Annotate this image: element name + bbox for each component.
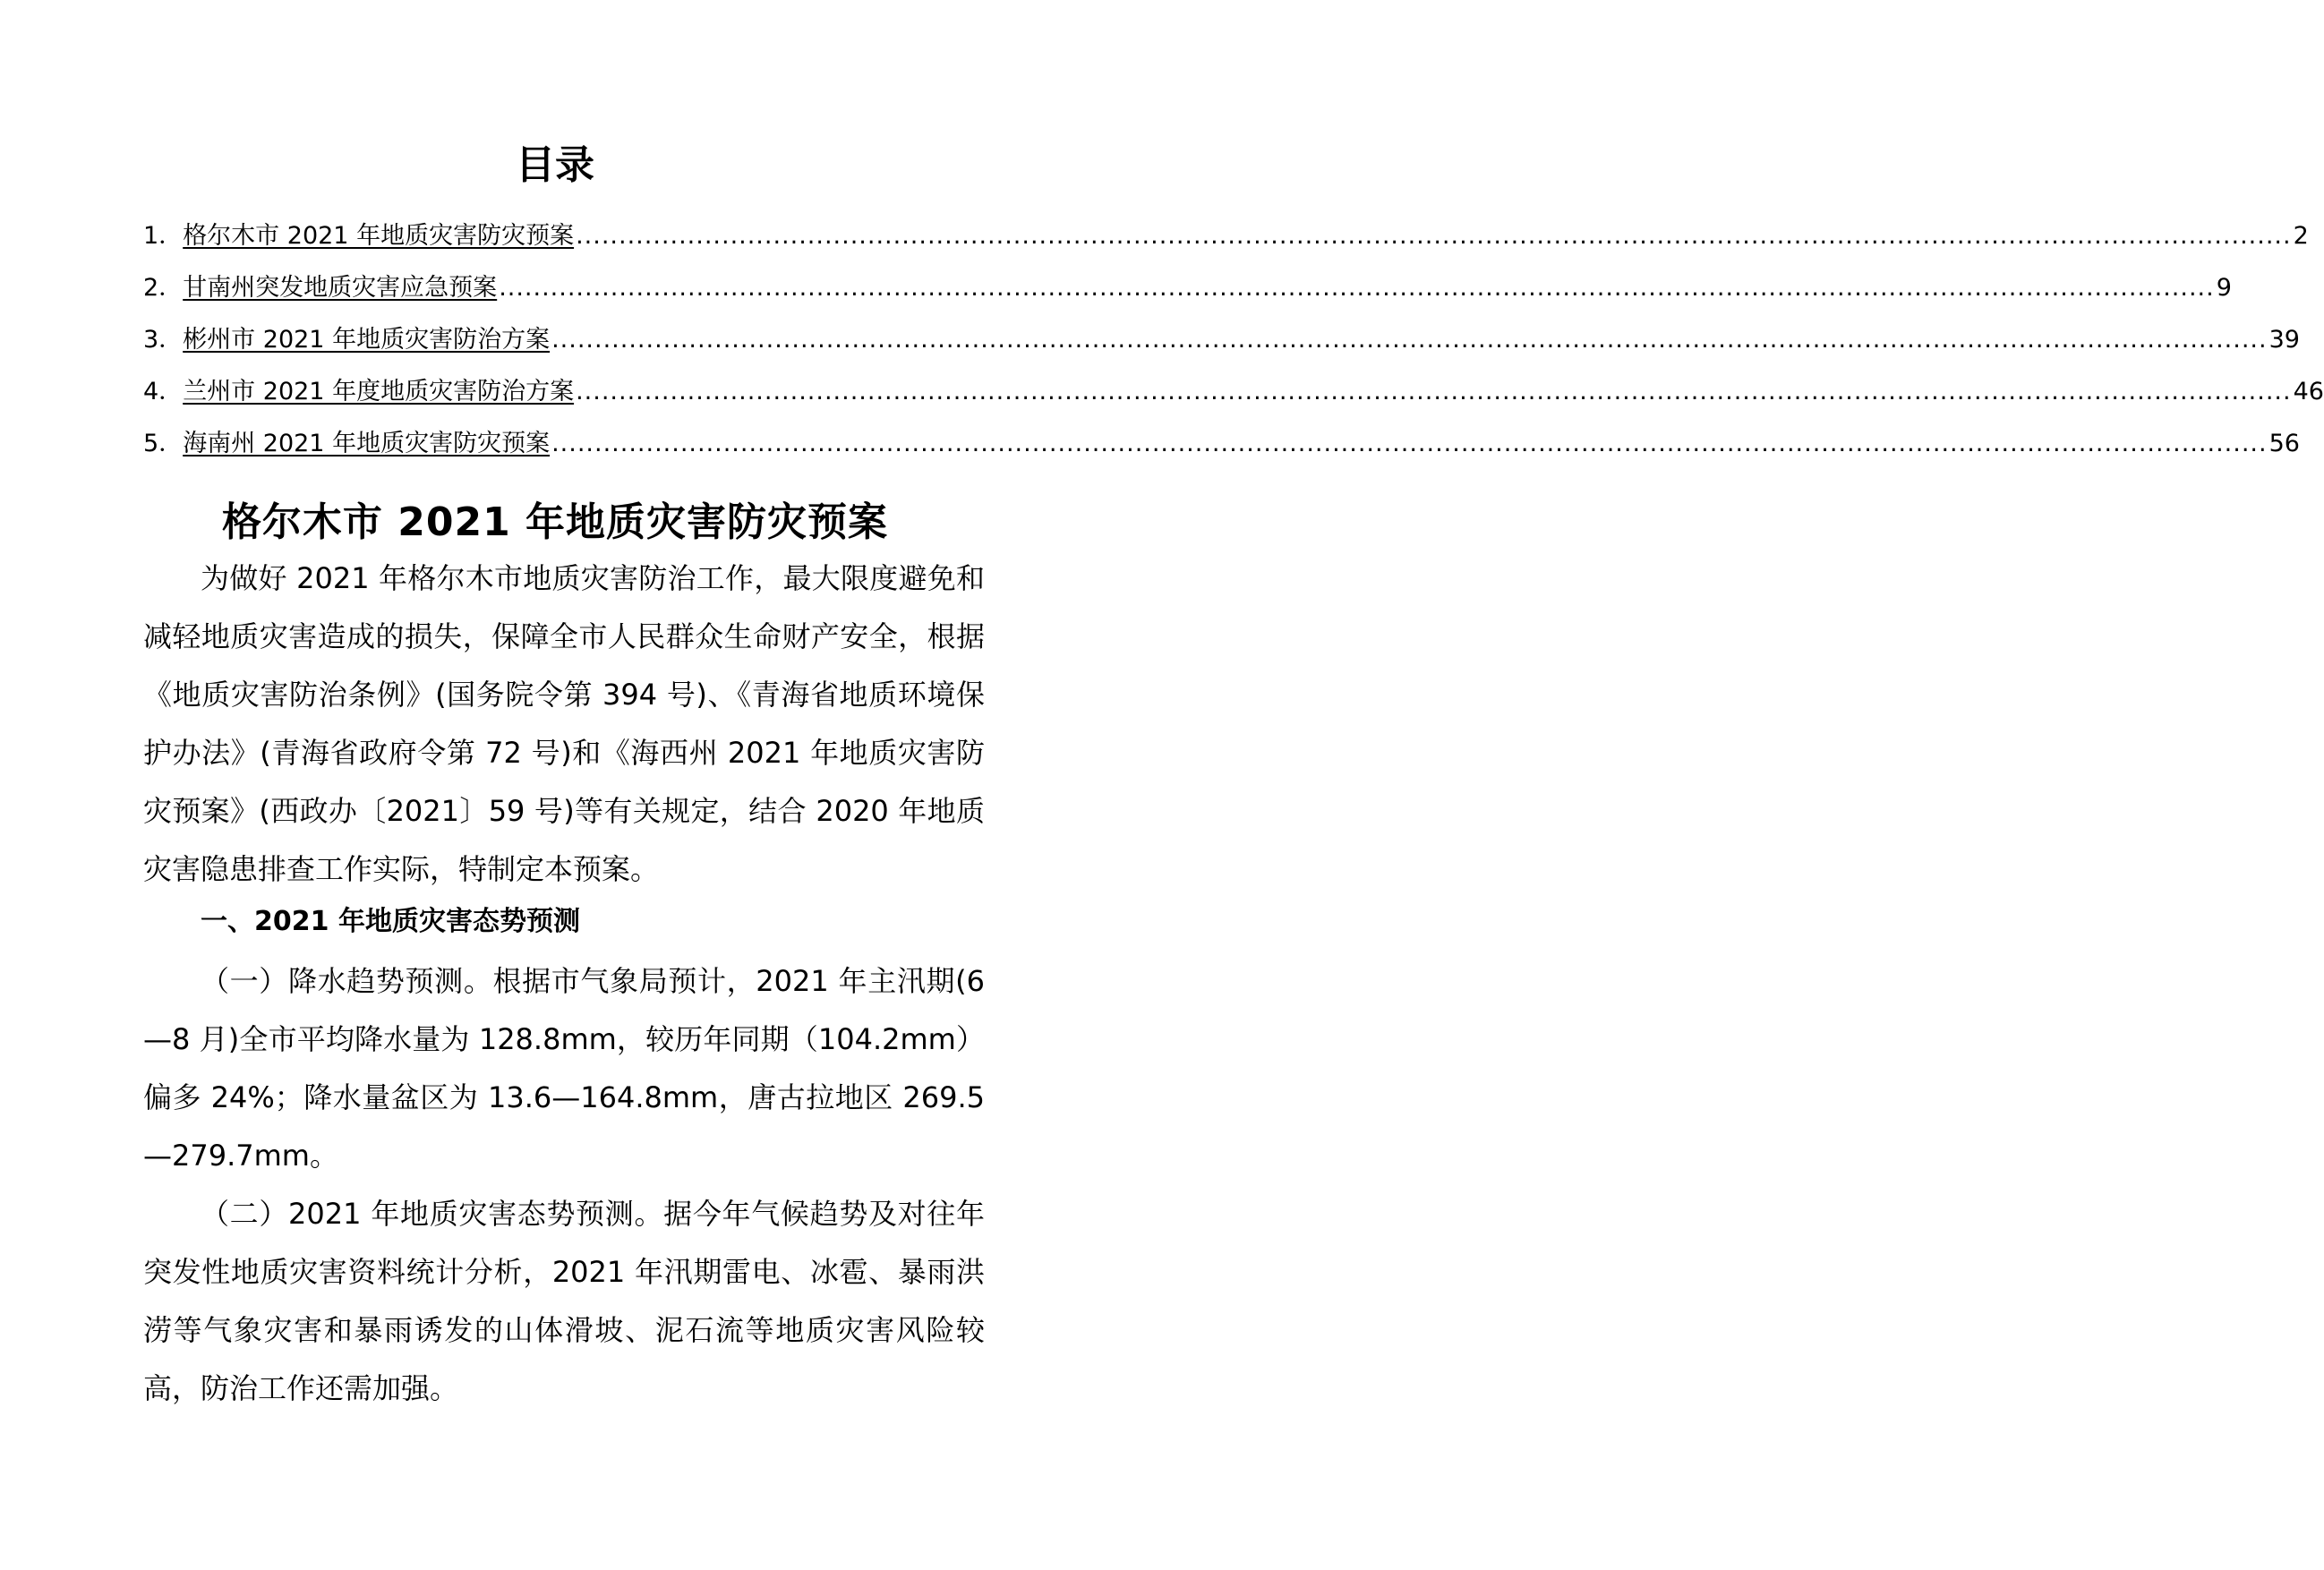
document-title: 格尔木市 2021 年地质灾害防灾预案 [221, 499, 889, 545]
toc-entry-number: 4． [143, 378, 184, 405]
toc-entry-number: 5． [143, 430, 184, 457]
toc-leader-dots: ........................................................................................................................................................................................................ [576, 378, 2292, 405]
toc-entry-page: 2 [2293, 222, 2309, 250]
toc-entry[interactable] [143, 316, 2300, 354]
toc-leader-dots: ........................................................................................................................................................................................................ [551, 430, 2268, 457]
toc-entry-link[interactable]: 兰州市 2021 年度地质灾害防治方案 [183, 378, 575, 405]
intro-paragraph: 为做好 2021 年格尔木市地质灾害防治工作，最大限度避免和减轻地质灾害造成的损失，保障全市人民群众生命财产安全，根据《地质灾害防治条例》(国务院令第 394 号)、《青海省地质环境保护办法》(青海省政府令第 72 号)和《海西州 2021 年地质灾害防灾预案》(西政办〔2021〕59 号)等有关规定，结合 2020 年地质灾害隐患排查工作实际，特制定本预案。 [143, 561, 985, 886]
hazard-forecast-paragraph: （二）2021 年地质灾害态势预测。据今年气候趋势及对往年突发性地质灾害资料统计分析，2021 年汛期雷电、冰雹、暴雨洪涝等气象灾害和暴雨诱发的山体滑坡、泥石流等地质灾害风险较高，防治工作还需加强。 [143, 1197, 985, 1405]
toc-leader-dots: ........................................................................................................................................................................................................ [576, 222, 2292, 250]
toc-entry-number: 2． [143, 274, 184, 302]
toc-entry-link[interactable]: 彬州市 2021 年地质灾害防治方案 [183, 326, 551, 354]
toc-leader-dots: ........................................................................................................................................................................................................ [551, 326, 2268, 354]
toc-entry[interactable] [143, 420, 2300, 457]
toc-entry-link[interactable]: 海南州 2021 年地质灾害防灾预案 [183, 430, 551, 457]
toc-entry-number: 3． [143, 326, 184, 354]
toc-entry-link[interactable]: 格尔木市 2021 年地质灾害防灾预案 [183, 222, 575, 250]
toc-entry[interactable] [143, 368, 2324, 405]
toc-entry-page: 39 [2268, 326, 2300, 354]
toc-entry-number: 1． [143, 222, 184, 250]
toc-entry-page: 46 [2293, 378, 2324, 405]
section-heading: 一、2021 年地质灾害态势预测 [201, 906, 580, 937]
toc-entry[interactable] [143, 264, 2232, 302]
rainfall-forecast-paragraph: （一）降水趋势预测。根据市气象局预计，2021 年主汛期(6—8 月)全市平均降水量为 128.8mm，较历年同期（104.2mm）偏多 24%；降水量盆区为 13.6—164.8mm，唐古拉地区 269.5—279.7mm。 [143, 964, 985, 1173]
toc-leader-dots: ........................................................................................................................................................................................................ [499, 274, 2215, 302]
toc-entry-page: 56 [2268, 430, 2300, 457]
toc-entry[interactable] [143, 212, 2309, 250]
toc-title: 目录 [516, 142, 594, 188]
toc-entry-link[interactable]: 甘南州突发地质灾害应急预案 [183, 274, 498, 302]
toc-entry-page: 9 [2216, 274, 2232, 302]
